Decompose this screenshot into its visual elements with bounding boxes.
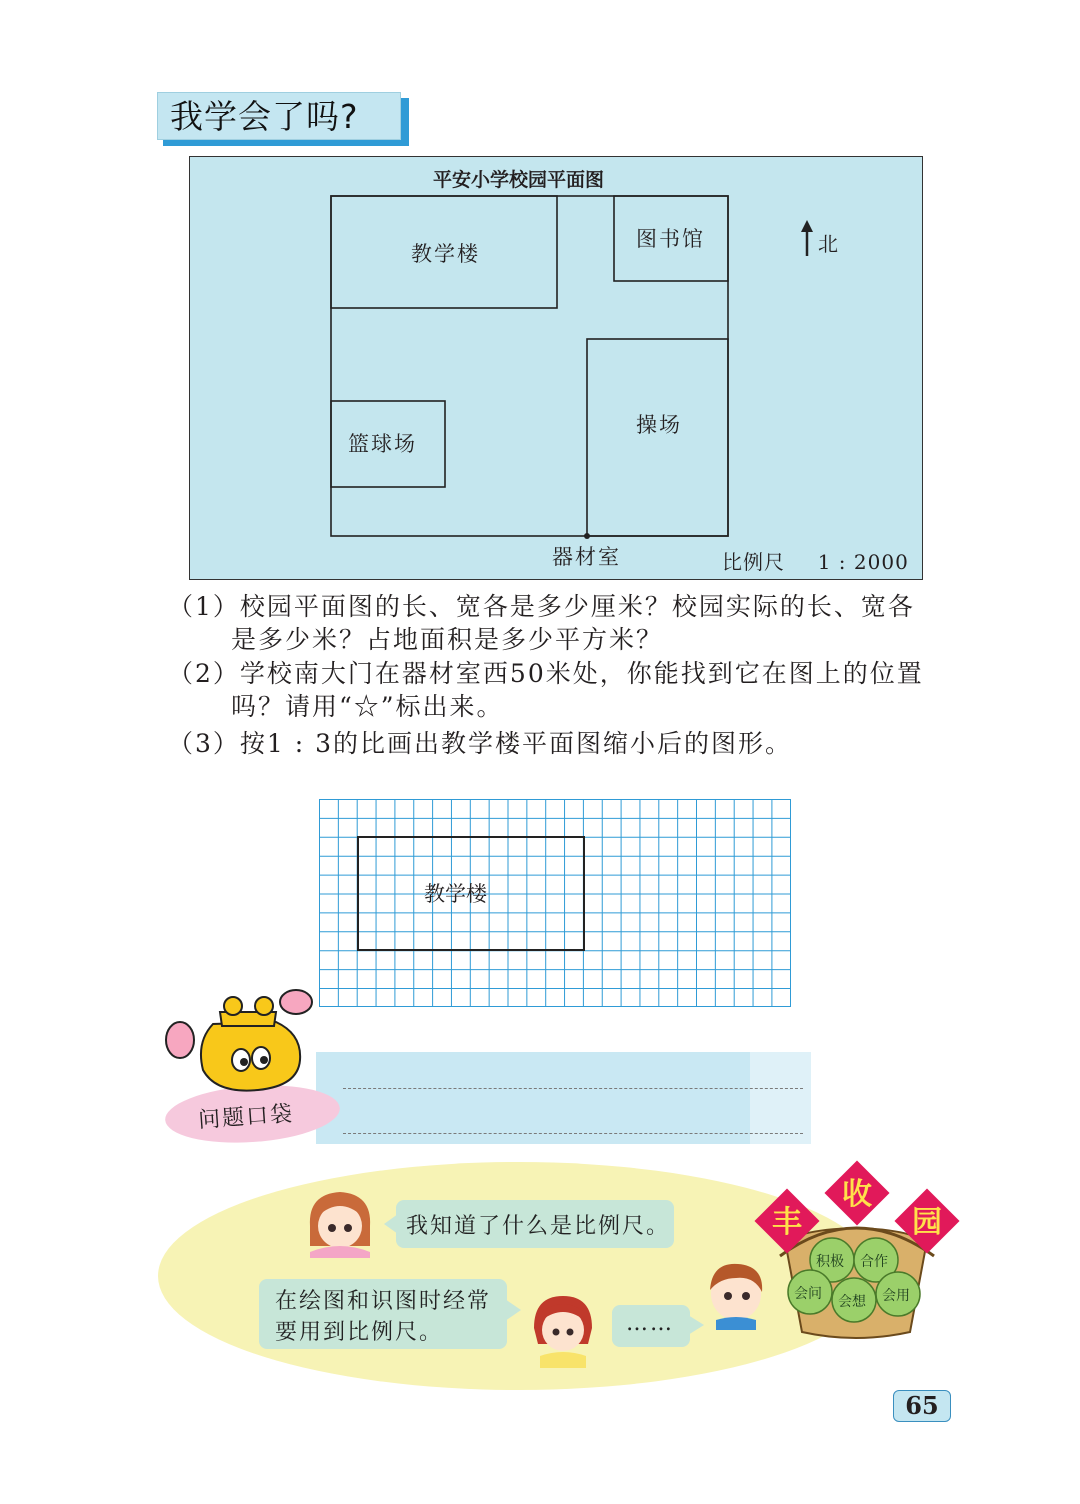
answer-line-2[interactable] xyxy=(343,1133,803,1134)
map-title: 平安小学校园平面图 xyxy=(433,169,605,191)
page-number: 65 xyxy=(893,1390,951,1422)
label-basketball-court: 篮球场 xyxy=(348,432,417,456)
question-1-line2: 是多少米？占地面积是多少平方米？ xyxy=(231,625,664,654)
apple-5: 会用 xyxy=(882,1288,910,1304)
north-label: 北 xyxy=(818,232,838,256)
question-3-number: （3） xyxy=(168,729,240,758)
apple-3: 会问 xyxy=(794,1286,822,1302)
question-bag-strip xyxy=(316,1052,811,1144)
badge-char-1: 丰 xyxy=(772,1205,802,1240)
label-teaching-building: 教学楼 xyxy=(411,242,480,266)
girl2-avatar-icon xyxy=(528,1290,598,1368)
badge-char-2: 收 xyxy=(842,1177,872,1212)
apple-1: 积极 xyxy=(816,1254,844,1270)
grid-teaching-building-label: 教学楼 xyxy=(424,882,487,906)
scale-value: 1 : 2000 xyxy=(817,550,909,574)
apple-2: 合作 xyxy=(860,1254,888,1270)
speech-bubble-1-text: 我知道了什么是比例尺。 xyxy=(406,1214,671,1239)
speech-bubble-3-text: …… xyxy=(626,1311,674,1336)
girl-avatar-icon xyxy=(300,1186,380,1258)
label-equipment-room: 器材室 xyxy=(552,545,621,569)
question-bag-strip-end xyxy=(750,1052,811,1144)
label-library: 图书馆 xyxy=(636,227,705,251)
question-1-line1: 校园平面图的长、宽各是多少厘米？校园实际的长、宽各 xyxy=(239,592,915,621)
harvest-basket xyxy=(750,1160,965,1350)
speech-bubble-3 xyxy=(612,1305,690,1347)
label-playground: 操场 xyxy=(636,413,682,437)
question-2-number: （2） xyxy=(168,659,240,688)
question-bag-label: 问题口袋 xyxy=(197,1101,295,1134)
question-2-line1: 学校南大门在器材室西50米处，你能找到它在图上的位置 xyxy=(239,659,924,688)
answer-line-1[interactable] xyxy=(343,1088,803,1089)
apple-4: 会想 xyxy=(838,1294,866,1310)
speech-bubble-1 xyxy=(396,1200,674,1248)
question-2-line2: 吗？请用“☆”标出来。 xyxy=(231,692,504,721)
speech-bubble-2-line2: 要用到比例尺。 xyxy=(275,1320,444,1345)
question-3-line1: 按1 : 3的比画出教学楼平面图缩小后的图形。 xyxy=(239,729,793,758)
speech-bubble-2 xyxy=(259,1279,507,1349)
badge-char-3: 园 xyxy=(912,1205,942,1240)
scale-label: 比例尺 xyxy=(722,550,785,574)
question-bag-mascot-icon xyxy=(158,982,318,1102)
section-title: 我学会了吗? xyxy=(170,97,359,136)
question-1-number: （1） xyxy=(168,592,240,621)
speech-bubble-2-line1: 在绘图和识图时经常 xyxy=(275,1289,492,1314)
